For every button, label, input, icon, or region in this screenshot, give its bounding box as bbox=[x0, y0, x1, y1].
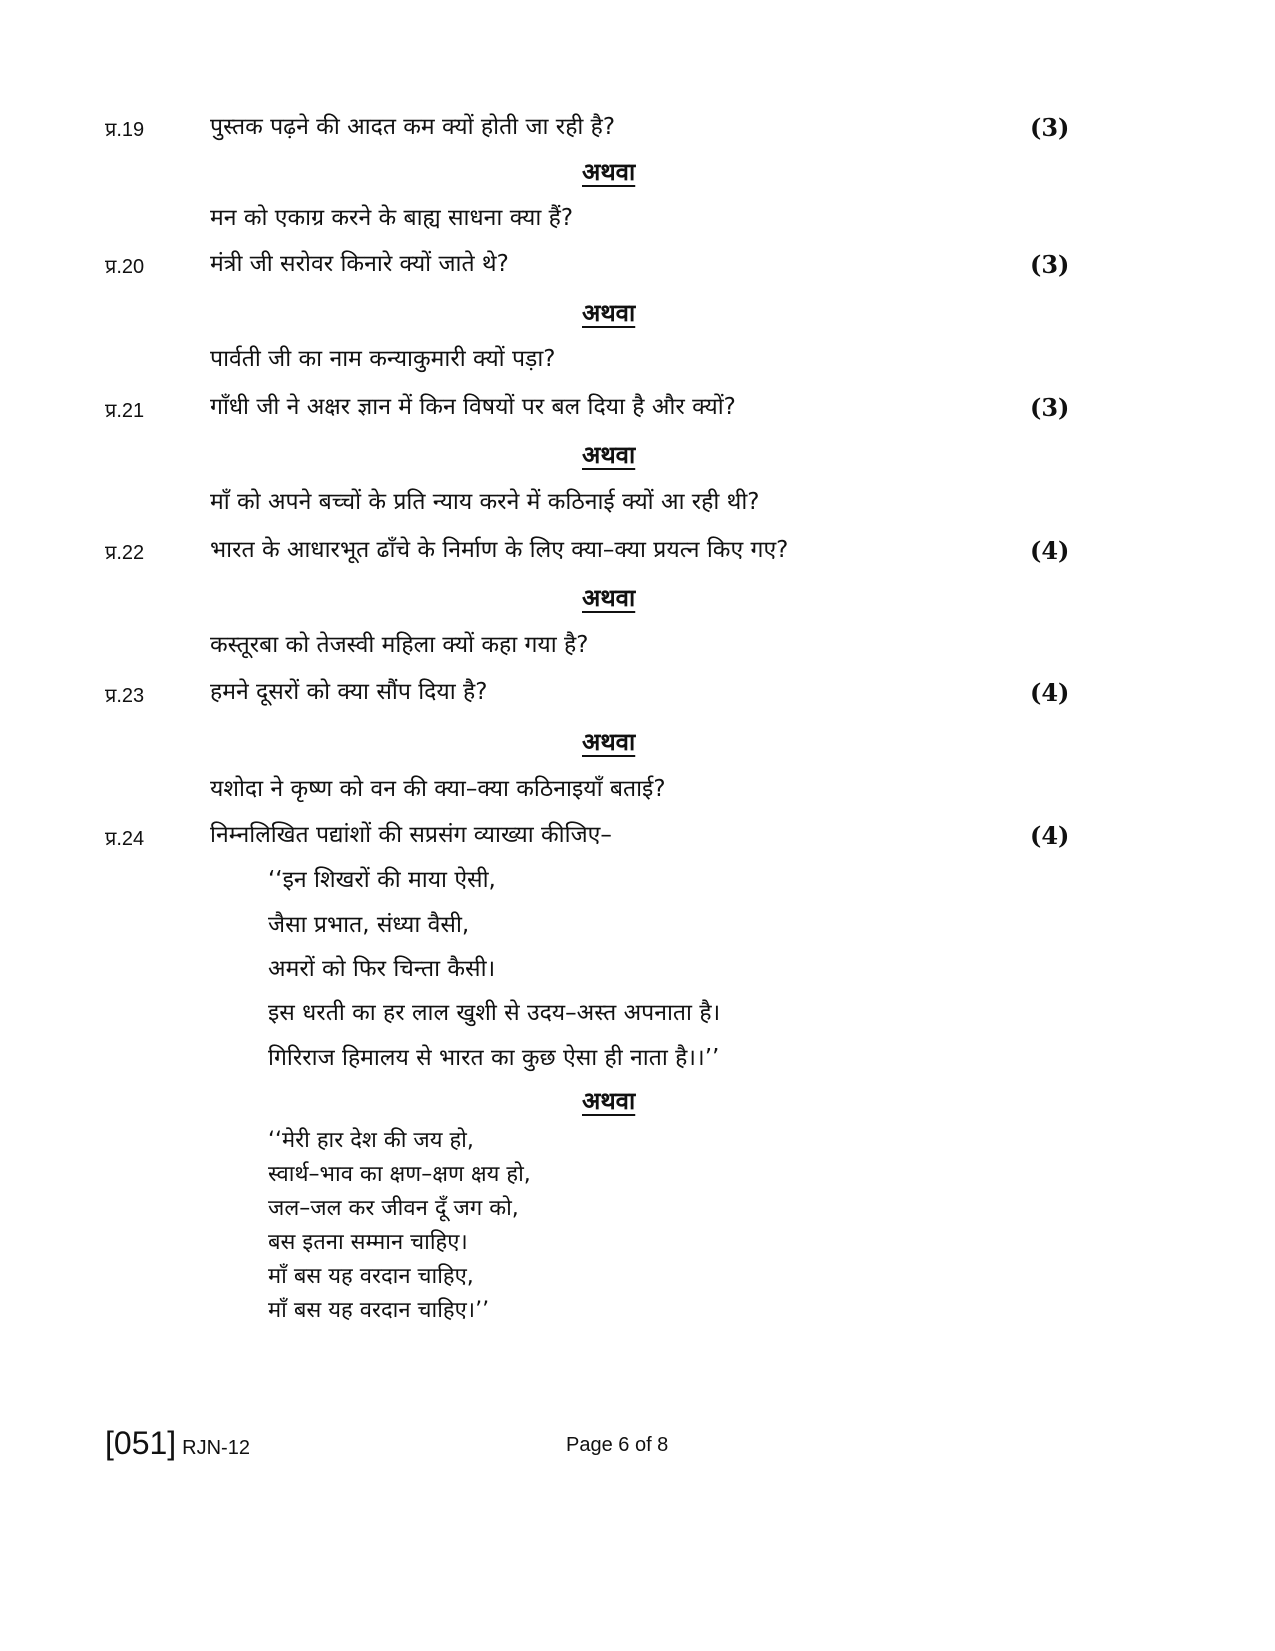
poem-line: जल–जल कर जीवन दूँ जग को, bbox=[268, 1196, 519, 1221]
poem-line: इस धरती का हर लाल खुशी से उदय–अस्त अपनाता है। bbox=[268, 1000, 721, 1026]
athva-heading: अथवा bbox=[582, 1087, 636, 1115]
athva-heading: अथवा bbox=[582, 158, 636, 186]
question-marks: (3) bbox=[1030, 393, 1070, 422]
poem-line: जैसा प्रभात, संध्या वैसी, bbox=[268, 912, 470, 938]
athva-heading: अथवा bbox=[582, 441, 636, 469]
question-number: प्र.22 bbox=[105, 542, 145, 564]
question-marks: (3) bbox=[1030, 250, 1070, 279]
athva-heading: अथवा bbox=[582, 299, 636, 327]
athva-heading: अथवा bbox=[582, 584, 636, 612]
poem-line: गिरिराज हिमालय से भारत का कुछ ऐसा ही नाता है।।’’ bbox=[268, 1045, 720, 1071]
athva-heading: अथवा bbox=[582, 728, 636, 756]
question-number: प्र.20 bbox=[105, 256, 145, 278]
poem-line: माँ बस यह वरदान चाहिए, bbox=[268, 1264, 474, 1289]
question-text: भारत के आधारभूत ढाँचे के निर्माण के लिए क्या–क्या प्रयत्न किए गए? bbox=[210, 537, 789, 563]
question-number: प्र.24 bbox=[105, 828, 145, 850]
question-text: मंत्री जी सरोवर किनारे क्यों जाते थे? bbox=[210, 251, 509, 277]
question-text: निम्नलिखित पद्यांशों की सप्रसंग व्याख्या कीजिए– bbox=[210, 822, 612, 848]
paper-code-number: [051] bbox=[105, 1425, 177, 1461]
poem-line: ‘‘इन शिखरों की माया ऐसी, bbox=[268, 867, 496, 893]
question-text: गाँधी जी ने अक्षर ज्ञान में किन विषयों पर बल दिया है और क्यों? bbox=[210, 394, 736, 420]
question-marks: (3) bbox=[1030, 113, 1070, 142]
poem-line: बस इतना सम्मान चाहिए। bbox=[268, 1230, 468, 1255]
poem-line: माँ बस यह वरदान चाहिए।’’ bbox=[268, 1298, 490, 1323]
alternate-question: मन को एकाग्र करने के बाह्य साधना क्या हैं? bbox=[210, 205, 574, 231]
question-text: हमने दूसरों को क्या सौंप दिया है? bbox=[210, 679, 488, 705]
question-number: प्र.19 bbox=[105, 119, 145, 141]
question-text: पुस्तक पढ़ने की आदत कम क्यों होती जा रही है? bbox=[210, 114, 616, 140]
question-number: प्र.21 bbox=[105, 400, 145, 422]
poem-line: अमरों को फिर चिन्ता कैसी। bbox=[268, 956, 496, 982]
alternate-question: यशोदा ने कृष्ण को वन की क्या–क्या कठिनाइयाँ बताई? bbox=[210, 776, 666, 802]
question-marks: (4) bbox=[1030, 678, 1070, 707]
alternate-question: कस्तूरबा को तेजस्वी महिला क्यों कहा गया है? bbox=[210, 632, 589, 658]
question-marks: (4) bbox=[1030, 536, 1070, 565]
question-number: प्र.23 bbox=[105, 685, 145, 707]
alternate-question: माँ को अपने बच्चों के प्रति न्याय करने में कठिनाई क्यों आ रही थी? bbox=[210, 489, 760, 515]
alternate-question: पार्वती जी का नाम कन्याकुमारी क्यों पड़ा? bbox=[210, 346, 556, 372]
poem-line: स्वार्थ–भाव का क्षण–क्षण क्षय हो, bbox=[268, 1162, 531, 1187]
question-marks: (4) bbox=[1030, 821, 1070, 850]
poem-line: ‘‘मेरी हार देश की जय हो, bbox=[268, 1128, 474, 1153]
paper-series: RJN-12 bbox=[182, 1437, 250, 1459]
paper-code bbox=[105, 1425, 250, 1462]
page-number: Page 6 of 8 bbox=[566, 1434, 669, 1456]
